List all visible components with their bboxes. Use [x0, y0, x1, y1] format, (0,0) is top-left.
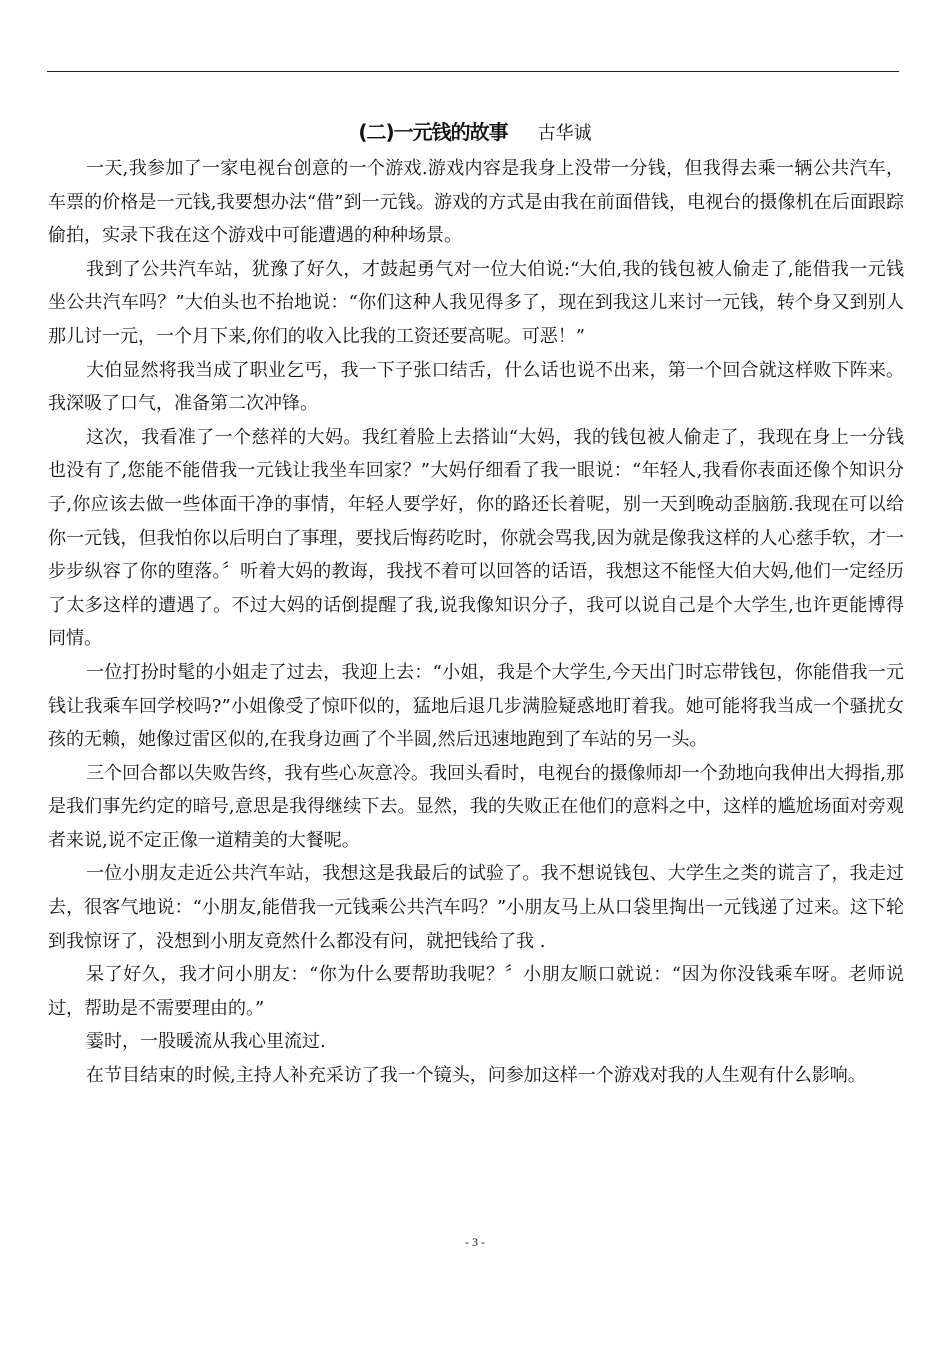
article-body [48, 152, 904, 1093]
paragraph: 这次，我看准了一个慈祥的大妈。我红着脸上去搭讪“大妈，我的钱包被人偷走了，我现在身上一分钱也没有了,您能不能借我一元钱让我坐车回家？”大妈仔细看了我一眼说：“年轻人,我看你表面还像个知识分子,你应该去做一些体面干净的事情，年轻人要学好，你的路还长着呢，别一天到晚动歪脑筋.我现在可以给你一元钱，但我怕你以后明白了事理，要找后悔药吃时，你就会骂我,因为就是像我这样的人心慈手软，才一步步纵容了你的堕落。〞听着大妈的教诲，我找不着可以回答的话语，我想这不能怪大伯大妈,他们一定经历了太多这样的遭遇了。不过大妈的话倒提醒了我,说我像知识分子，我可以说自己是个大学生,也许更能博得同情。 [48, 426, 904, 650]
paragraph: 在节目结束的时候,主持人补充采访了我一个镜头，问参加这样一个游戏对我的人生观有什么影响。 [86, 1065, 866, 1087]
title-row [0, 116, 950, 145]
paragraph: 霎时，一股暖流从我心里流过. [86, 1031, 326, 1053]
paragraph: 三个回合都以失败告终，我有些心灰意冷。我回头看时，电视台的摄像师却一个劲地向我伸出大拇指,那是我们事先约定的暗号,意思是我得继续下去。显然，我的失败正在他们的意料之中，这样的尴尬场面对旁观者来说,说不定正像一道精美的大餐呢。 [48, 762, 904, 851]
article-author: 古华诚 [537, 123, 592, 144]
paragraph: 我到了公共汽车站，犹豫了好久，才鼓起勇气对一位大伯说:“大伯,我的钱包被人偷走了,能借我一元钱坐公共汽车吗？”大伯头也不抬地说：“你们这种人我见得多了，现在到我这儿来讨一元钱，转个身又到别人那儿讨一元，一个月下来,你们的收入比我的工资还要高呢。可恶！” [48, 258, 904, 347]
paragraph: 一天,我参加了一家电视台创意的一个游戏.游戏内容是我身上没带一分钱，但我得去乘一辆公共汽车，车票的价格是一元钱,我要想办法“借”到一元钱。游戏的方式是由我在前面借钱，电视台的摄像机在后面跟踪偷拍，实录下我在这个游戏中可能遭遇的种种场景。 [48, 158, 904, 247]
paragraph: 一位小朋友走近公共汽车站，我想这是我最后的试验了。我不想说钱包、大学生之类的谎言了，我走过去，很客气地说：“小朋友,能借我一元钱乘公共汽车吗？”小朋友马上从口袋里掏出一元钱递了过来。这下轮到我惊讶了，没想到小朋友竟然什么都没有问，就把钱给了我 . [48, 863, 904, 952]
paragraph: 大伯显然将我当成了职业乞丐，我一下子张口结舌，什么话也说不出来，第一个回合就这样败下阵来。我深吸了口气，准备第二次冲锋。 [48, 359, 904, 415]
page-number: - 3 - [465, 1235, 485, 1249]
paragraph: 一位打扮时髦的小姐走了过去，我迎上去：“小姐，我是个大学生,今天出门时忘带钱包，你能借我一元钱让我乘车回学校吗?”小姐像受了惊吓似的，猛地后退几步满脸疑惑地盯着我。她可能将我当成一个骚扰女孩的无赖，她像过雷区似的,在我身边画了个半圆,然后迅速地跑到了车站的另一头。 [48, 661, 904, 751]
article-title: (二)一元钱的故事 [358, 120, 508, 144]
paragraph: 呆了好久，我才问小朋友：“你为什么要帮助我呢？〞小朋友顺口就说：“因为你没钱乘车呀。老师说过，帮助是不需要理由的。” [48, 964, 904, 1019]
header-rule [47, 71, 899, 72]
